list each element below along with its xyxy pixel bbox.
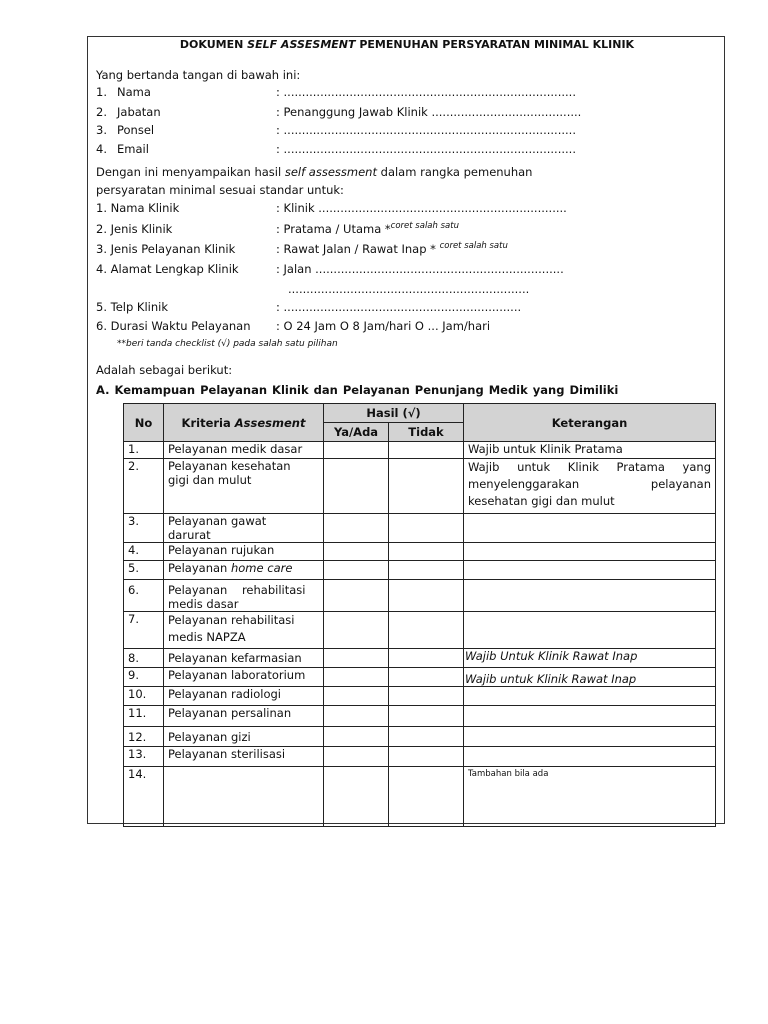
clinic-label-jenis: 2. Jenis Klinik [96,222,173,236]
row-kriteria [164,580,324,612]
clinic-value-alamat-cont: .................................................................. [288,282,530,296]
cell-ya[interactable] [324,561,389,580]
row-kriteria [164,459,324,514]
cell-ya[interactable] [324,649,389,668]
row-no: 7. [124,612,164,649]
cell-tidak[interactable] [389,561,464,580]
row-kriteria: Pelayanan sterilisasi [164,747,324,767]
cell-tidak[interactable] [389,612,464,649]
row-keterangan [464,514,716,543]
row-no: 9. [124,668,164,687]
coret-note: coret salah satu [390,221,459,231]
kriteria-line: medis dasar [168,597,239,611]
cell-tidak[interactable] [389,543,464,561]
signer-label-nama: Nama [117,85,151,99]
row-keterangan: Tambahan bila ada [464,767,716,827]
signer-label-jabatan: Jabatan [117,105,161,119]
signer-num-3: 3. [96,123,107,137]
cell-tidak[interactable] [389,649,464,668]
kriteria-line: gigi dan mulut [168,473,252,487]
clinic-value-jenis: : Pratama / Utama *$^{coret salah satu}$ [276,221,459,236]
row-keterangan [464,561,716,580]
kriteria-line: Pelayanan kesehatan [168,459,291,473]
row-keterangan [464,747,716,767]
row-no: 10. [124,687,164,706]
col-header-kriteria: Kriteria Assesment [164,404,324,442]
assessment-table [123,403,716,827]
table-row [124,767,716,827]
row-kriteria: Pelayanan kefarmasian [164,649,324,668]
cell-tidak[interactable] [389,668,464,687]
cell-tidak[interactable] [389,580,464,612]
row-kriteria: Pelayanan gizi [164,727,324,747]
table-row [124,612,716,649]
keterangan-line: Wajib untuk Klinik Pratama yang [468,460,711,474]
document-page [87,36,725,824]
signer-value-email: : ................................................................................ [276,142,576,156]
kriteria-line: Pelayanan rehabilitasi [168,583,306,597]
signer-label-email: Email [117,142,149,156]
keterangan-line: kesehatan gigi dan mulut [468,494,615,508]
row-no: 4. [124,543,164,561]
row-kriteria: Pelayanan rujukan [164,543,324,561]
col-header-keterangan: Keterangan [464,404,716,442]
clinic-label-alamat: 4. Alamat Lengkap Klinik [96,262,239,276]
row-keterangan [464,687,716,706]
signer-num-2: 2. [96,105,107,119]
kriteria-line: darurat [168,528,211,542]
row-no: 13. [124,747,164,767]
row-keterangan [464,543,716,561]
table-row [124,442,716,459]
col-header-hasil: Hasil (√) [324,404,464,423]
clinic-value-telp: : ................................................................. [276,300,522,314]
kriteria-line: medis NAPZA [168,630,246,644]
row-no: 3. [124,514,164,543]
cell-ya[interactable] [324,459,389,514]
row-no: 2. [124,459,164,514]
row-keterangan [464,459,716,514]
table-row [124,514,716,543]
intro-text: Yang bertanda tangan di bawah ini: [96,68,301,82]
row-kriteria: Pelayanan medik dasar [164,442,324,459]
table-row [124,727,716,747]
col-header-no: No [124,404,164,442]
signer-label-ponsel: Ponsel [117,123,155,137]
row-kriteria [164,514,324,543]
kriteria-line: Pelayanan rehabilitasi [168,613,295,627]
signer-value-ponsel: : ................................................................................ [276,123,576,137]
cell-ya[interactable] [324,543,389,561]
table-row [124,649,716,668]
clinic-label-durasi: 6. Durasi Waktu Pelayanan [96,319,251,333]
row-kriteria [164,612,324,649]
checklist-note: **beri tanda checklist (√) pada salah satu pilihan [117,339,338,349]
cell-tidak[interactable] [389,459,464,514]
keterangan-line: menyelenggarakan pelayanan [468,477,711,491]
cell-tidak[interactable] [389,747,464,767]
cell-ya[interactable] [324,687,389,706]
col-header-tidak: Tidak [389,423,464,442]
cell-ya[interactable] [324,747,389,767]
cell-tidak[interactable] [389,767,464,827]
cell-ya[interactable] [324,580,389,612]
cell-ya[interactable] [324,442,389,459]
table-row [124,459,716,514]
cell-ya[interactable] [324,668,389,687]
signer-num-1: 1. [96,85,107,99]
clinic-label-telp: 5. Telp Klinik [96,300,168,314]
clinic-value-durasi: : O 24 Jam O 8 Jam/hari O ... Jam/hari [276,319,491,333]
row-keterangan [464,706,716,727]
signer-num-4: 4. [96,142,107,156]
cell-ya[interactable] [324,706,389,727]
cell-tidak[interactable] [389,514,464,543]
row-no: 11. [124,706,164,727]
cell-tidak[interactable] [389,706,464,727]
row-keterangan: Wajib untuk Klinik Pratama [464,442,716,459]
row-no: 5. [124,561,164,580]
row-no: 12. [124,727,164,747]
cell-tidak[interactable] [389,442,464,459]
table-row [124,747,716,767]
row-keterangan [464,580,716,612]
cell-ya[interactable] [324,514,389,543]
row-kriteria: Pelayanan laboratorium [164,668,324,687]
row-kriteria: Pelayanan home care [164,561,324,580]
row-no: 1. [124,442,164,459]
table-row [124,687,716,706]
cell-ya[interactable] [324,727,389,747]
kriteria-line: Pelayanan gawat [168,514,267,528]
clinic-value-alamat: : Jalan .................................................................... [276,262,564,276]
cell-tidak[interactable] [389,727,464,747]
table-row [124,668,716,687]
table-row [124,543,716,561]
row-kriteria: Pelayanan radiologi [164,687,324,706]
cell-tidak[interactable] [389,687,464,706]
table-row [124,580,716,612]
coret-note: coret salah satu [439,241,508,251]
row-keterangan: Wajib untuk Klinik Rawat Inap [464,668,716,687]
row-no: 6. [124,580,164,612]
row-no: 8. [124,649,164,668]
statement-line-1: Dengan ini menyampaikan hasil self assessment dalam rangka pemenuhan [96,165,533,179]
clinic-label-nama: 1. Nama Klinik [96,201,180,215]
section-heading: A. Kemampuan Pelayanan Klinik dan Pelayanan Penunjang Medik yang Dimiliki [96,383,619,397]
cell-ya[interactable] [324,767,389,827]
row-no: 14. [124,767,164,827]
row-keterangan [464,612,716,649]
statement-line-2: persyaratan minimal sesuai standar untuk: [96,183,344,197]
table-row [124,706,716,727]
row-keterangan: Wajib Untuk Klinik Rawat Inap [464,649,716,668]
row-kriteria[interactable] [164,767,324,827]
signer-value-jabatan: : Penanggung Jawab Klinik ......................................... [276,105,582,119]
col-header-ya: Ya/Ada [324,423,389,442]
clinic-value-nama: : Klinik .................................................................... [276,201,567,215]
section-lead: Adalah sebagai berikut: [96,363,233,377]
clinic-label-pelayanan: 3. Jenis Pelayanan Klinik [96,242,236,256]
signer-value-nama: : ................................................................................ [276,85,576,99]
document-title: DOKUMEN SELF ASSESMENT PEMENUHAN PERSYARATAN MINIMAL KLINIK [179,38,635,51]
row-keterangan [464,727,716,747]
row-kriteria: Pelayanan persalinan [164,706,324,727]
clinic-value-pelayanan: : Rawat Jalan / Rawat Inap * $^{coret salah satu}$ [276,241,508,256]
cell-ya[interactable] [324,612,389,649]
table-row [124,561,716,580]
